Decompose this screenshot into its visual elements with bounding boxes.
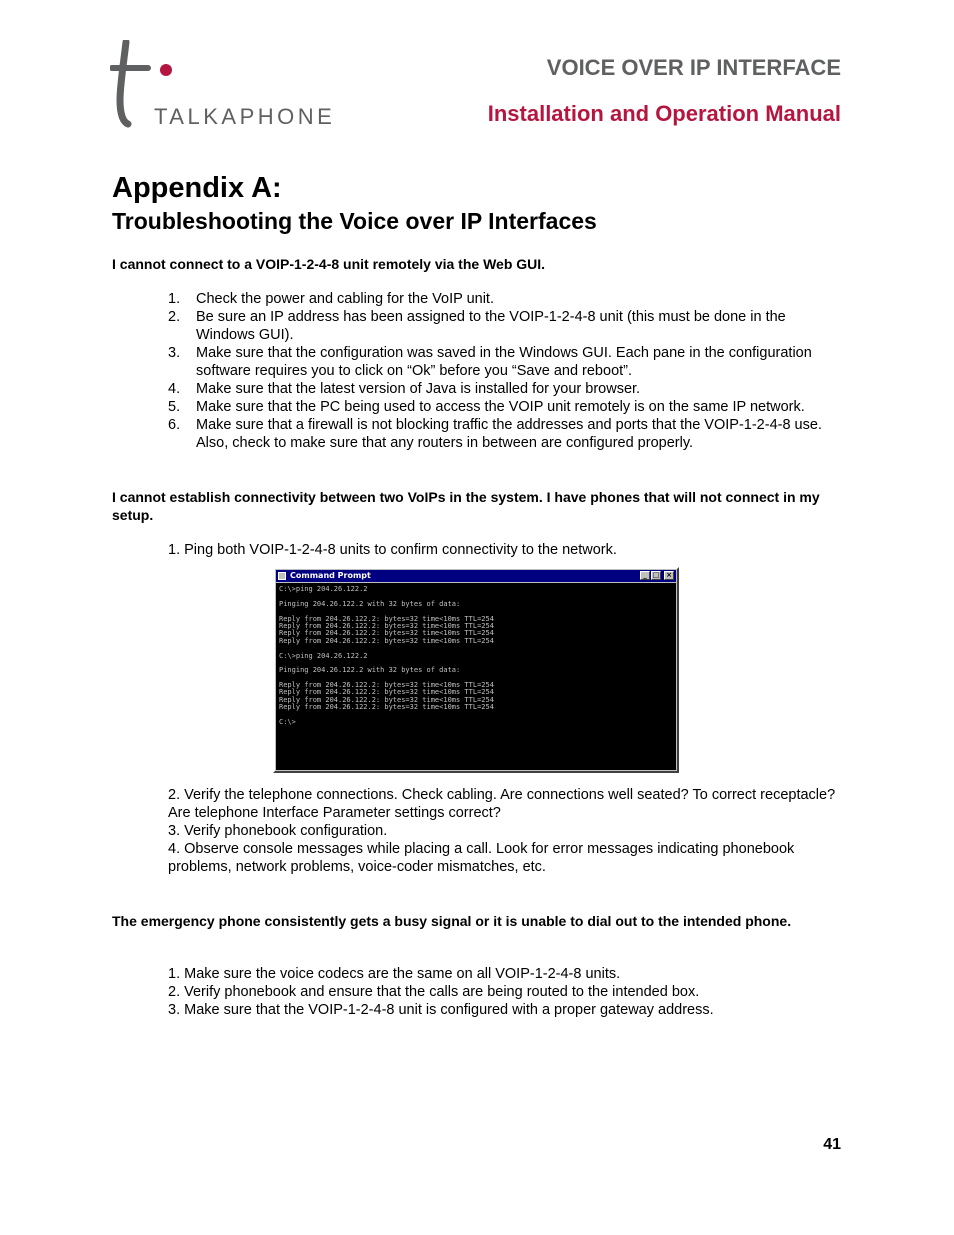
- list-item-number: 3.: [168, 345, 181, 361]
- console-line: C:\>ping 204.26.122.2: [279, 585, 368, 593]
- list-item-number: 2.: [168, 309, 181, 325]
- brand-wordmark: TALKAPHONE: [154, 104, 336, 129]
- web-gui-steps: [168, 290, 843, 452]
- list-item-number: 4.: [168, 381, 181, 397]
- ping-step: 1. Ping both VOIP-1-2-4-8 units to confirm connectivity to the network.: [168, 542, 617, 558]
- console-line: Reply from 204.26.122.2: bytes=32 time<10ms TTL=254: [279, 703, 494, 712]
- console-line: Pinging 204.26.122.2 with 32 bytes of data:: [279, 599, 461, 608]
- list-item: 3. Verify phonebook configuration.: [168, 823, 388, 839]
- console-line: Reply from 204.26.122.2: bytes=32 time<10ms TTL=254: [279, 629, 494, 638]
- list-item: [168, 308, 843, 344]
- list-item: [168, 344, 843, 380]
- command-prompt-output: [276, 583, 676, 770]
- console-line: Reply from 204.26.122.2: bytes=32 time<10ms TTL=254: [279, 681, 494, 690]
- command-prompt-icon: [278, 572, 286, 580]
- list-item: [168, 416, 843, 452]
- list-item-text: Make sure that the configuration was saved in the Windows GUI. Each pane in the configuration software requires you to click on “Ok” before you “Save and reboot”.: [196, 345, 812, 379]
- appendix-subheading: Troubleshooting the Voice over IP Interfaces: [112, 208, 597, 234]
- console-line: Reply from 204.26.122.2: bytes=32 time<10ms TTL=254: [279, 614, 494, 623]
- list-item: [168, 290, 843, 308]
- question-connectivity: I cannot establish connectivity between two VoIPs in the system. I have phones that will not connect in my setup.: [112, 489, 820, 523]
- console-line: Reply from 204.26.122.2: bytes=32 time<10ms TTL=254: [279, 621, 494, 630]
- header-title: VOICE OVER IP INTERFACE: [546, 55, 841, 80]
- maximize-icon: □: [652, 571, 660, 579]
- console-line: [279, 712, 673, 719]
- connectivity-steps: [168, 786, 848, 876]
- console-line: Reply from 204.26.122.2: bytes=32 time<10ms TTL=254: [279, 636, 494, 645]
- list-item: Are telephone Interface Parameter settings correct?: [168, 805, 501, 821]
- list-item-text: Make sure that the latest version of Java is installed for your browser.: [196, 381, 641, 397]
- list-item-text: Check the power and cabling for the VoIP unit.: [196, 291, 494, 307]
- console-line: Reply from 204.26.122.2: bytes=32 time<10ms TTL=254: [279, 695, 494, 704]
- question-busy-signal: The emergency phone consistently gets a busy signal or it is unable to dial out to the intended phone.: [112, 913, 792, 929]
- list-item: 3. Make sure that the VOIP-1-2-4-8 unit is configured with a proper gateway address.: [168, 1002, 714, 1018]
- console-line: C:\>ping 204.26.122.2: [279, 651, 368, 660]
- minimize-icon: _: [640, 571, 650, 580]
- list-item: [168, 398, 843, 416]
- appendix-heading: Appendix A:: [112, 172, 282, 204]
- list-item-number: 1.: [168, 291, 181, 307]
- list-item: 1. Make sure the voice codecs are the same on all VOIP-1-2-4-8 units.: [168, 966, 621, 982]
- list-item-text: Make sure that a firewall is not blocking traffic the addresses and ports that the VOIP-1-2-4-8 use. Also, check to make sure that any routers in between are configured properly.: [196, 417, 822, 451]
- console-line: Reply from 204.26.122.2: bytes=32 time<10ms TTL=254: [279, 688, 494, 697]
- page-number: 41: [823, 1136, 841, 1153]
- close-icon: ×: [664, 571, 674, 580]
- command-prompt-window: [273, 567, 679, 773]
- header-subtitle: Installation and Operation Manual: [487, 101, 841, 126]
- list-item-text: Be sure an IP address has been assigned to the VOIP-1-2-4-8 unit (this must be done in the Windows GUI).: [196, 309, 786, 343]
- command-prompt-titlebar: [276, 570, 676, 582]
- talkaphone-logo: [110, 40, 360, 130]
- list-item: 4. Observe console messages while placing a call. Look for error messages indicating phonebook problems, network problems, voice-coder mismatches, etc.: [168, 841, 795, 875]
- console-line: Pinging 204.26.122.2 with 32 bytes of data:: [279, 666, 461, 675]
- question-web-gui: I cannot connect to a VOIP-1-2-4-8 unit remotely via the Web GUI.: [112, 256, 546, 272]
- console-line: C:\>: [279, 718, 296, 727]
- command-prompt-title: Command Prompt: [290, 571, 371, 580]
- list-item: 2. Verify phonebook and ensure that the calls are being routed to the intended box.: [168, 984, 700, 1000]
- busy-signal-steps: [168, 965, 848, 1019]
- list-item: 2. Verify the telephone connections. Check cabling. Are connections well seated? To correct receptacle?: [168, 787, 836, 803]
- list-item-number: 6.: [168, 417, 181, 433]
- list-item-number: 5.: [168, 399, 181, 415]
- list-item: [168, 380, 843, 398]
- list-item-text: Make sure that the PC being used to access the VOIP unit remotely is on the same IP network.: [196, 399, 805, 415]
